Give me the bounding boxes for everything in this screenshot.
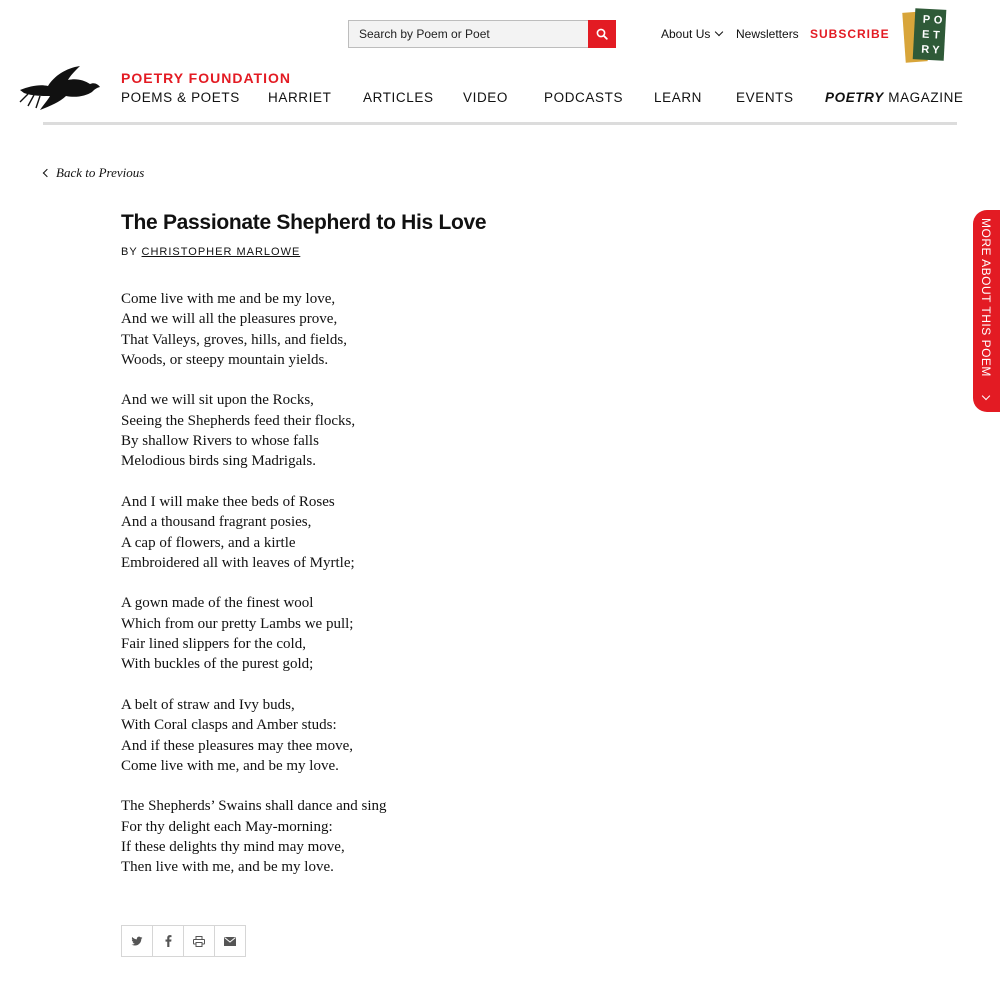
poem-line: For thy delight each May-morning: [121,818,333,835]
twitter-icon [131,936,143,947]
about-us-link[interactable] [661,27,722,41]
print-icon [193,936,205,947]
poem-line: With Coral clasps and Amber studs: [121,717,337,734]
poem-line: And we will all the pleasures prove, [121,311,338,328]
nav-magazine-rest: MAGAZINE [883,90,964,105]
stanza [121,695,387,776]
search-input[interactable] [349,21,589,47]
poem-line: And a thousand fragrant posies, [121,514,312,531]
email-icon [224,937,236,946]
poem-line: A cap of flowers, and a kirtle [121,534,296,551]
nav-harriet[interactable]: HARRIET [268,90,332,105]
poem-line: With buckles of the purest gold; [121,656,314,673]
nav-video[interactable]: VIDEO [463,90,509,105]
side-tab-label: MORE ABOUT THIS POEM [979,218,993,377]
logo-letter-y: Y [931,44,940,57]
poem-line: By shallow Rivers to whose falls [121,433,319,450]
nav-events[interactable]: EVENTS [736,90,794,105]
byline-by: BY [121,246,142,258]
nav-podcasts[interactable]: PODCASTS [544,90,624,105]
stanza [121,289,387,370]
logo-letter-p: P [922,13,931,27]
facebook-icon [165,935,172,947]
chevron-left-icon [43,169,51,177]
nav-magazine-em: POETRY [825,90,884,105]
stanza [121,390,387,471]
share-twitter-button[interactable] [121,925,153,957]
about-us-label: About Us [661,27,711,41]
author-link[interactable]: CHRISTOPHER MARLOWE [141,246,301,258]
pegasus-logo-icon[interactable] [18,62,102,112]
back-to-previous-link[interactable] [44,165,144,181]
more-about-this-poem-tab[interactable] [973,210,1000,412]
search-box [348,20,616,48]
poem-line: A gown made of the finest wool [121,595,314,612]
subscribe-link[interactable]: SUBSCRIBE [810,27,890,41]
poem-line: Embroidered all with leaves of Myrtle; [121,554,355,571]
back-label: Back to Previous [56,165,145,180]
poem-line: And we will sit upon the Rocks, [121,392,314,409]
poem-line: Melodious birds sing Madrigals. [121,453,316,470]
nav-poetry-magazine[interactable] [825,90,964,105]
logo-letter-e: E [921,28,930,42]
search-button[interactable] [588,20,616,48]
share-facebook-button[interactable] [152,925,184,957]
byline [121,246,300,258]
brand-name[interactable]: POETRY FOUNDATION [121,70,291,86]
stanza [121,796,387,877]
stanza [121,593,387,674]
logo-letter-t: T [932,29,941,42]
poem-line: That Valleys, groves, hills, and fields, [121,331,347,348]
share-bar [121,925,246,957]
nav-poems-poets[interactable]: POEMS & POETS [121,90,240,105]
chevron-down-icon [715,28,723,36]
header-divider [43,122,957,125]
main-nav [121,90,964,110]
search-icon [596,28,608,40]
logo-letter-o: O [933,14,943,27]
poem-line: Fair lined slippers for the cold, [121,636,306,653]
poem-body [121,289,387,898]
logo-letter-r: R [920,43,930,57]
poem-line: And if these pleasures may thee move, [121,737,354,754]
poem-line: Which from our pretty Lambs we pull; [121,615,354,632]
print-button[interactable] [183,925,215,957]
stanza [121,492,387,573]
nav-articles[interactable]: ARTICLES [363,90,434,105]
poem-line: Come live with me and be my love, [121,291,336,307]
poem-title: The Passionate Shepherd to His Love [121,211,487,234]
poem-line: Then live with me, and be my love. [121,859,334,876]
newsletters-link[interactable]: Newsletters [736,27,799,41]
poem-line: Woods, or steepy mountain yields. [121,351,329,368]
share-email-button[interactable] [214,925,246,957]
nav-learn[interactable]: LEARN [654,90,703,105]
poem-line: The Shepherds’ Swains shall dance and sing [121,798,387,815]
poem-line: Seeing the Shepherds feed their flocks, [121,412,356,429]
poem-line: If these delights thy mind may move, [121,839,345,856]
poem-line: Come live with me, and be my love. [121,757,339,774]
poetry-magazine-logo[interactable] [902,8,948,64]
poem-line: And I will make thee beds of Roses [121,493,335,510]
poem-line: A belt of straw and Ivy buds, [121,696,295,713]
